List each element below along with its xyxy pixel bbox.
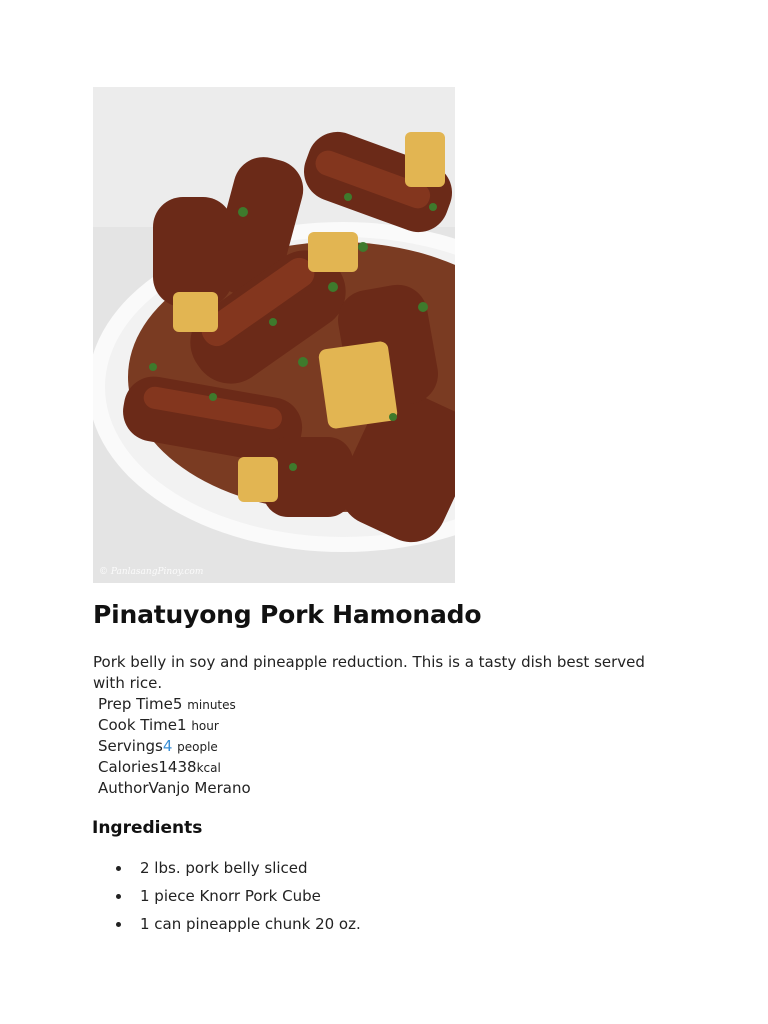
recipe-meta [98, 694, 251, 799]
list-item [92, 885, 361, 913]
ingredient-text: 1 can pineapple chunk 20 oz. [140, 915, 361, 933]
author-label: Author [98, 779, 149, 797]
prep-time-unit: minutes [187, 698, 236, 712]
cook-time-unit: hour [191, 719, 219, 733]
servings-row [98, 736, 251, 757]
prep-time-value: 5 [172, 695, 183, 713]
photo-watermark: © PanlasangPinoy.com [99, 567, 204, 577]
ingredient-text: 2 lbs. pork belly sliced [140, 859, 308, 877]
recipe-title: Pinatuyong Pork Hamonado [93, 600, 482, 629]
bullet-icon [116, 866, 121, 871]
cook-time-value: 1 [177, 716, 187, 734]
recipe-photo [93, 87, 455, 583]
ingredients-heading: Ingredients [92, 818, 203, 838]
calories-unit: kcal [196, 761, 221, 775]
servings-label: Servings [98, 737, 163, 755]
cook-time-row [98, 715, 251, 736]
ingredient-text: 1 piece Knorr Pork Cube [140, 887, 321, 905]
servings-unit: people [177, 740, 218, 754]
servings-value[interactable]: 4 [162, 737, 173, 755]
cook-time-label: Cook Time [98, 716, 177, 734]
calories-label: Calories [98, 758, 159, 776]
list-item [92, 857, 361, 885]
bullet-icon [116, 922, 121, 927]
calories-value: 1438 [158, 758, 197, 776]
recipe-summary: Pork belly in soy and pineapple reduction. This is a tasty dish best served with rice. [93, 653, 645, 692]
bullet-icon [116, 894, 121, 899]
prep-time-row [98, 694, 251, 715]
author-row [98, 778, 251, 799]
list-item [92, 913, 361, 941]
calories-row [98, 757, 251, 778]
author-value: Vanjo Merano [148, 779, 251, 797]
ingredients-list [92, 857, 361, 941]
prep-time-label: Prep Time [98, 695, 173, 713]
